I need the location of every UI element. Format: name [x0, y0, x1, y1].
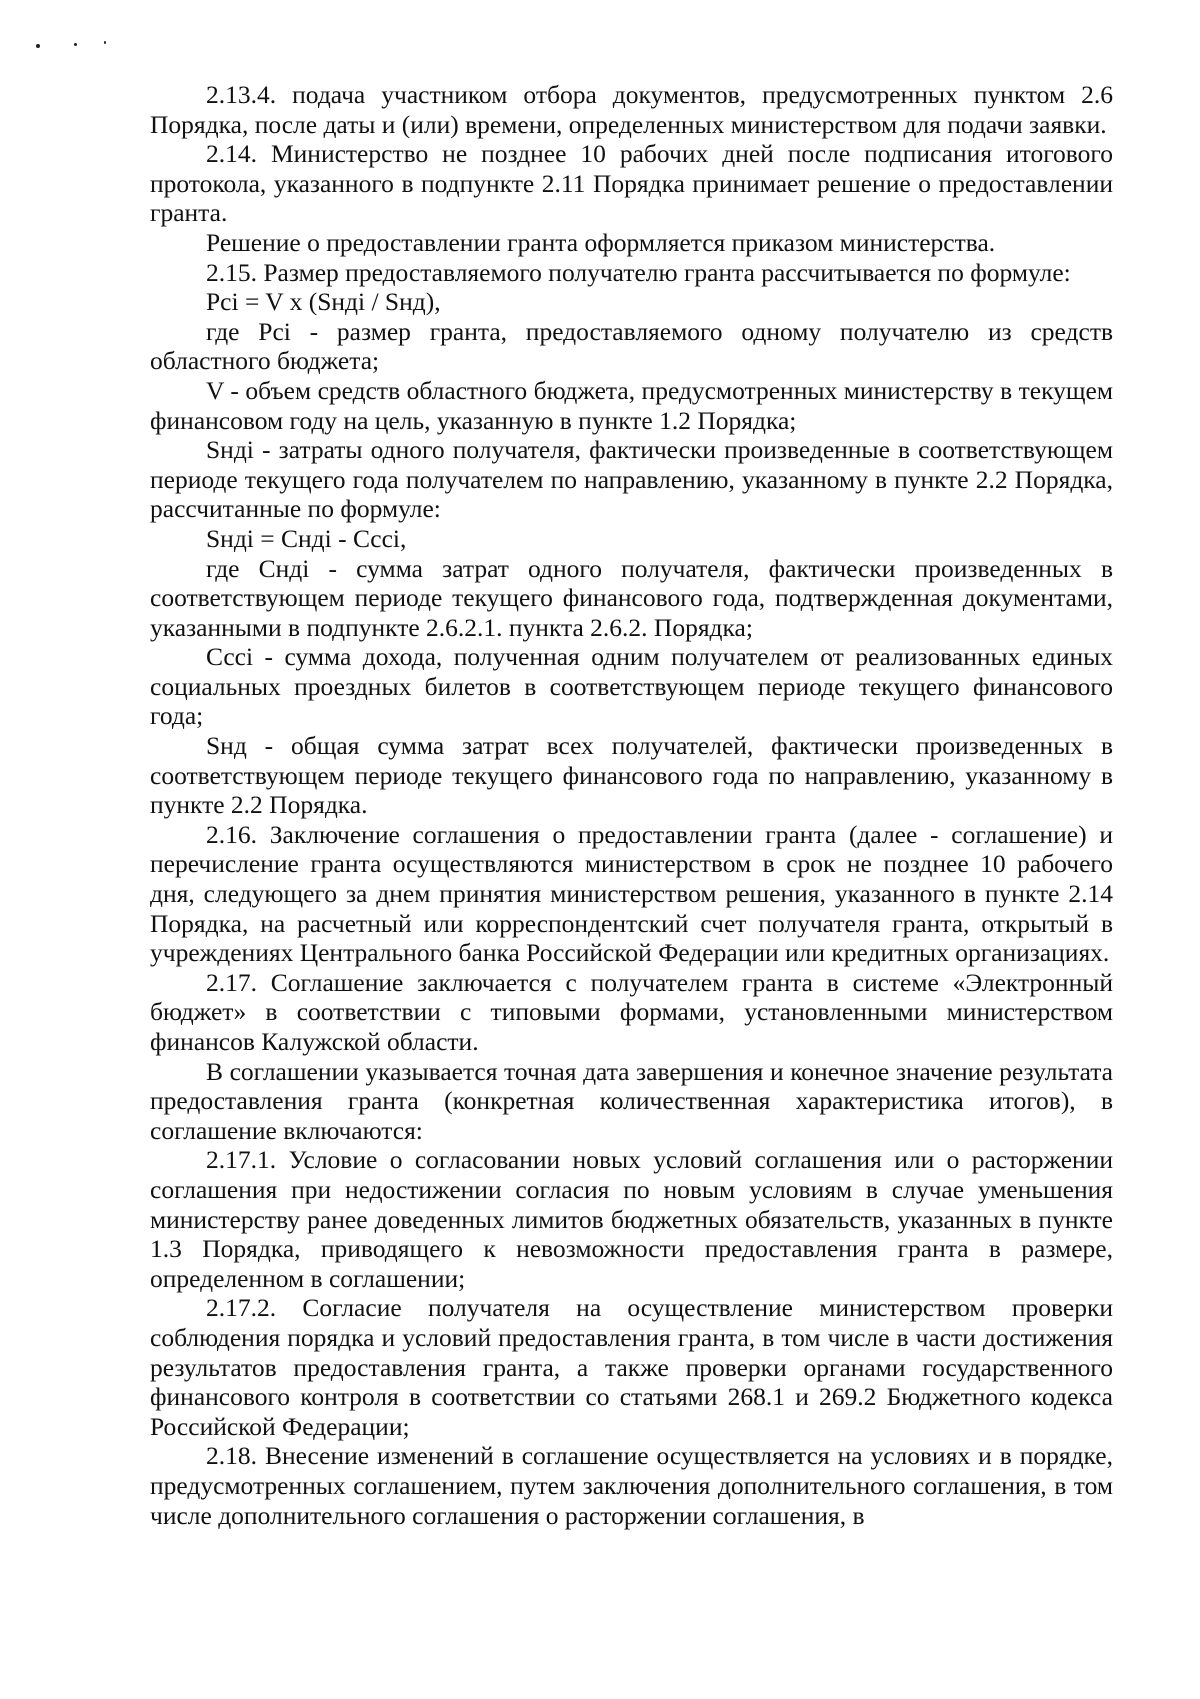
definition-v: V - объем средств областного бюджета, предусмотренных министерству в текущем финансовом году на цель, указанную в пункте 1.2 Порядка;	[150, 375, 1113, 435]
definition-ccci: Сссі - сумма дохода, полученная одним получателем от реализованных единых социальных проездных билетов в соответствующем периоде текущего финансового года;	[150, 642, 1113, 731]
definition-pci: где Pci - размер гранта, предоставляемого одному получателю из средств областного бюджета;	[150, 316, 1113, 376]
definition-snd: Sнд - общая сумма затрат всех получателей, фактически произведенных в соответствующем периоде текущего финансового года по направлению, указанному в пункте 2.2 Порядка.	[150, 731, 1113, 820]
definition-cndi: где Снді - сумма затрат одного получателя, фактически произведенных в соответствующем периоде текущего финансового года, подтвержденная документами, указанными в подпункте 2.6.2.1. пункта 2.6.2. Порядка;	[150, 553, 1113, 642]
paragraph-2-17-2: 2.17.2. Согласие получателя на осуществление министерством проверки соблюдения порядка и условий предоставления гранта, в том числе в части достижения результатов предоставления гранта, а также проверки органами государственного финансового контроля в соответствии со статьями 268.1 и 269.2 Бюджетного кодекса Российской Федерации;	[150, 1293, 1113, 1441]
formula-sndi: Sнді = Снді - Сссі,	[206, 523, 407, 553]
scan-speck	[74, 43, 77, 46]
paragraph-2-17: 2.17. Соглашение заключается с получателем гранта в системе «Электронный бюджет» в соответствии с типовыми формами, установленными министерством финансов Калужской области.	[150, 967, 1113, 1056]
definition-sndi: Sнді - затраты одного получателя, фактически произведенные в соответствующем периоде текущего года получателем по направлению, указанному в пункте 2.2 Порядка, рассчитанные по формуле:	[150, 435, 1113, 524]
paragraph-2-17-1: 2.17.1. Условие о согласовании новых условий соглашения или о расторжении соглашения при недостижении согласия по новым условиям в случае уменьшения министерству ранее доведенных лимитов бюджетных обязательств, указанных в пункте 1.3 Порядка, приводящего к невозможности предоставления гранта в размере, определенном в соглашении;	[150, 1145, 1113, 1293]
scan-specks	[30, 40, 120, 52]
formula-pci: Pci = V x (Sнді / Sнд),	[206, 287, 441, 317]
paragraph-2-13-4: 2.13.4. подача участником отбора документов, предусмотренных пунктом 2.6 Порядка, после даты и (или) времени, определенных министерством для подачи заявки.	[150, 80, 1113, 139]
scan-speck	[104, 41, 106, 44]
paragraph-agreement-terms: В соглашении указывается точная дата завершения и конечное значение результата предоставления гранта (конкретная количественная характеристика итогов), в соглашение включаются:	[150, 1056, 1113, 1145]
paragraph-2-14: 2.14. Министерство не позднее 10 рабочих дней после подписания итогового протокола, указанного в подпункте 2.11 Порядка принимает решение о предоставлении гранта.	[150, 139, 1113, 228]
paragraph-2-15: 2.15. Размер предоставляемого получателю гранта рассчитывается по формуле:	[206, 257, 1071, 287]
paragraph-2-16: 2.16. Заключение соглашения о предоставлении гранта (далее - соглашение) и перечисление гранта осуществляются министерством в срок не позднее 10 рабочего дня, следующего за днем принятия министерством решения, указанного в пункте 2.14 Порядка, на расчетный или корреспондентский счет получателя гранта, открытый в учреждениях Центрального банка Российской Федерации или кредитных организациях.	[150, 819, 1113, 968]
paragraph-2-18: 2.18. Внесение изменений в соглашение осуществляется на условиях и в порядке, предусмотренных соглашением, путем заключения дополнительного соглашения, в том числе дополнительного соглашения о расторжении соглашения, в	[150, 1441, 1113, 1530]
scan-speck	[36, 44, 40, 48]
paragraph-decision: Решение о предоставлении гранта оформляется приказом министерства.	[206, 227, 996, 257]
document-body	[150, 80, 1113, 1530]
